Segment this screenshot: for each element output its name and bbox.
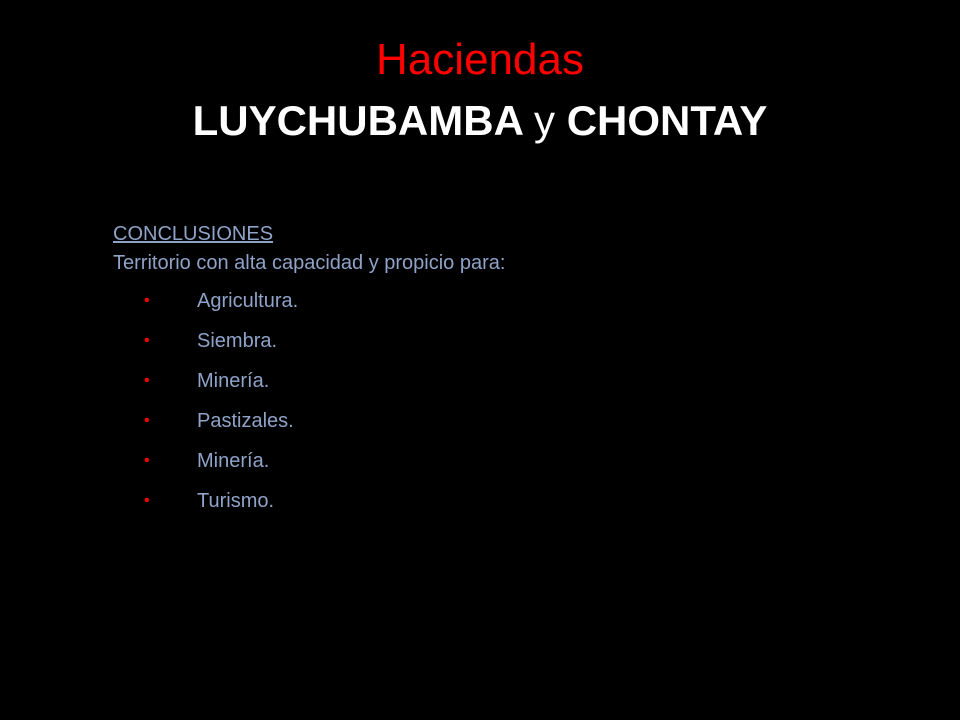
list-item	[113, 366, 873, 406]
list-item	[113, 406, 873, 446]
bullet-icon: •	[144, 452, 150, 469]
list-item-label: Minería.	[197, 450, 270, 472]
list-item-label: Minería.	[197, 370, 270, 392]
bullet-icon: •	[144, 372, 150, 389]
list-item	[113, 486, 873, 526]
bullet-icon: •	[144, 332, 150, 349]
section-heading: CONCLUSIONES	[113, 223, 274, 245]
bullet-icon: •	[144, 292, 150, 309]
list-item-label: Pastizales.	[197, 410, 294, 432]
bullet-icon: •	[144, 492, 150, 509]
bullet-icon: •	[144, 412, 150, 429]
list-item	[113, 326, 873, 366]
title-line-haciendas: Haciendas	[376, 35, 584, 84]
bullet-list	[113, 286, 873, 526]
title-name-luychubamba: LUYCHUBAMBA	[192, 97, 523, 144]
title-line-names	[0, 90, 960, 152]
title-conjunction: y	[534, 97, 556, 144]
list-item-label: Siembra.	[197, 330, 278, 352]
slide-body	[113, 220, 873, 526]
slide-title	[0, 30, 960, 152]
list-item	[113, 446, 873, 486]
intro-text: Territorio con alta capacidad y propicio para:	[113, 252, 506, 274]
list-item-label: Turismo.	[197, 490, 275, 512]
list-item-label: Agricultura.	[197, 290, 299, 312]
list-item	[113, 286, 873, 326]
title-name-chontay: CHONTAY	[566, 97, 768, 144]
